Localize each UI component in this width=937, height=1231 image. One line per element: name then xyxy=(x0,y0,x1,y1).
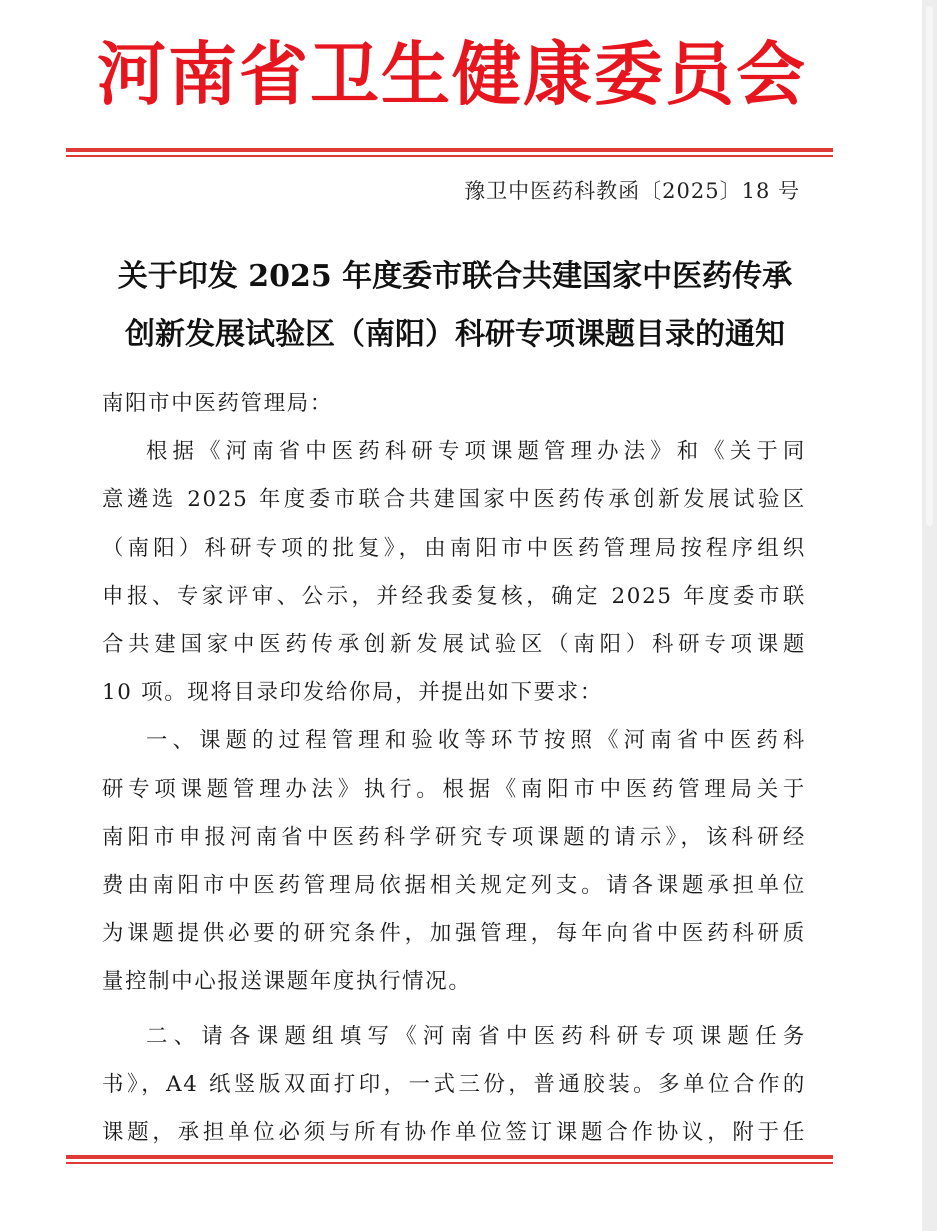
paragraph-1-line: 10 项。现将目录印发给你局，并提出如下要求： xyxy=(102,680,603,706)
paragraph-2-line: 南阳市申报河南省中医药科学研究专项课题的请示》，该科研经 xyxy=(102,824,806,850)
paragraph-2-line: 为课题提供必要的研究条件，加强管理，每年向省中医药科研质 xyxy=(102,921,806,947)
footer-divider-thick xyxy=(66,1155,833,1159)
paragraph-1-line: 合共建国家中医药传承创新发展试验区（南阳）科研专项课题 xyxy=(102,632,806,658)
paragraph-1-line: 意遴选 2025 年度委市联合共建国家中医药传承创新发展试验区 xyxy=(102,487,806,513)
header-divider xyxy=(66,148,833,157)
paragraph-2-line: 费由南阳市中医药管理局依据相关规定列支。请各课题承担单位 xyxy=(102,873,806,899)
notice-title xyxy=(60,248,850,364)
footer-divider-thin xyxy=(66,1162,833,1164)
paragraph-3-line: 课题，承担单位必须与所有协作单位签订课题合作协议，附于任 xyxy=(102,1120,806,1146)
notice-title-line-1: 关于印发 2025 年度委市联合共建国家中医药传承 xyxy=(117,259,793,294)
paragraph-1-line: （南阳）科研专项的批复》，由南阳市中医药管理局按程序组织 xyxy=(102,535,806,561)
paragraph-3-line: 二、请各课题组填写《河南省中医药科研专项课题任务 xyxy=(146,1023,806,1049)
header-divider-thick xyxy=(66,148,833,152)
paragraph-1 xyxy=(102,428,806,717)
header-divider-thin xyxy=(66,155,833,157)
paragraph-2-line: 研专项课题管理办法》执行。根据《南阳市中医药管理局关于 xyxy=(102,776,806,802)
org-header-title: 河南省卫生健康委员会 xyxy=(97,34,807,115)
paragraph-1-line: 根据《河南省中医药科研专项课题管理办法》和《关于同 xyxy=(146,439,806,465)
paragraph-2-line: 量控制中心报送课题年度执行情况。 xyxy=(102,969,472,995)
document-body xyxy=(102,380,806,1157)
footer-divider xyxy=(66,1155,833,1164)
paragraph-3-line: 书》，A4 纸竖版双面打印，一式三份，普通胶装。多单位合作的 xyxy=(102,1071,806,1097)
paragraph-3 xyxy=(102,1013,806,1158)
salutation-text: 南阳市中医药管理局： xyxy=(102,391,333,416)
paragraph-1-line: 申报、专家评审、公示，并经我委复核，确定 2025 年度委市联 xyxy=(102,583,806,609)
notice-title-line-2: 创新发展试验区（南阳）科研专项课题目录的通知 xyxy=(125,317,785,352)
scrollbar-thumb[interactable] xyxy=(926,6,933,526)
salutation xyxy=(102,380,806,428)
paragraph-2 xyxy=(102,717,806,1006)
paragraph-2-line: 一、课题的过程管理和验收等环节按照《河南省中医药科 xyxy=(146,728,806,754)
document-number: 豫卫中医药科教函〔2025〕18 号 xyxy=(464,179,800,203)
